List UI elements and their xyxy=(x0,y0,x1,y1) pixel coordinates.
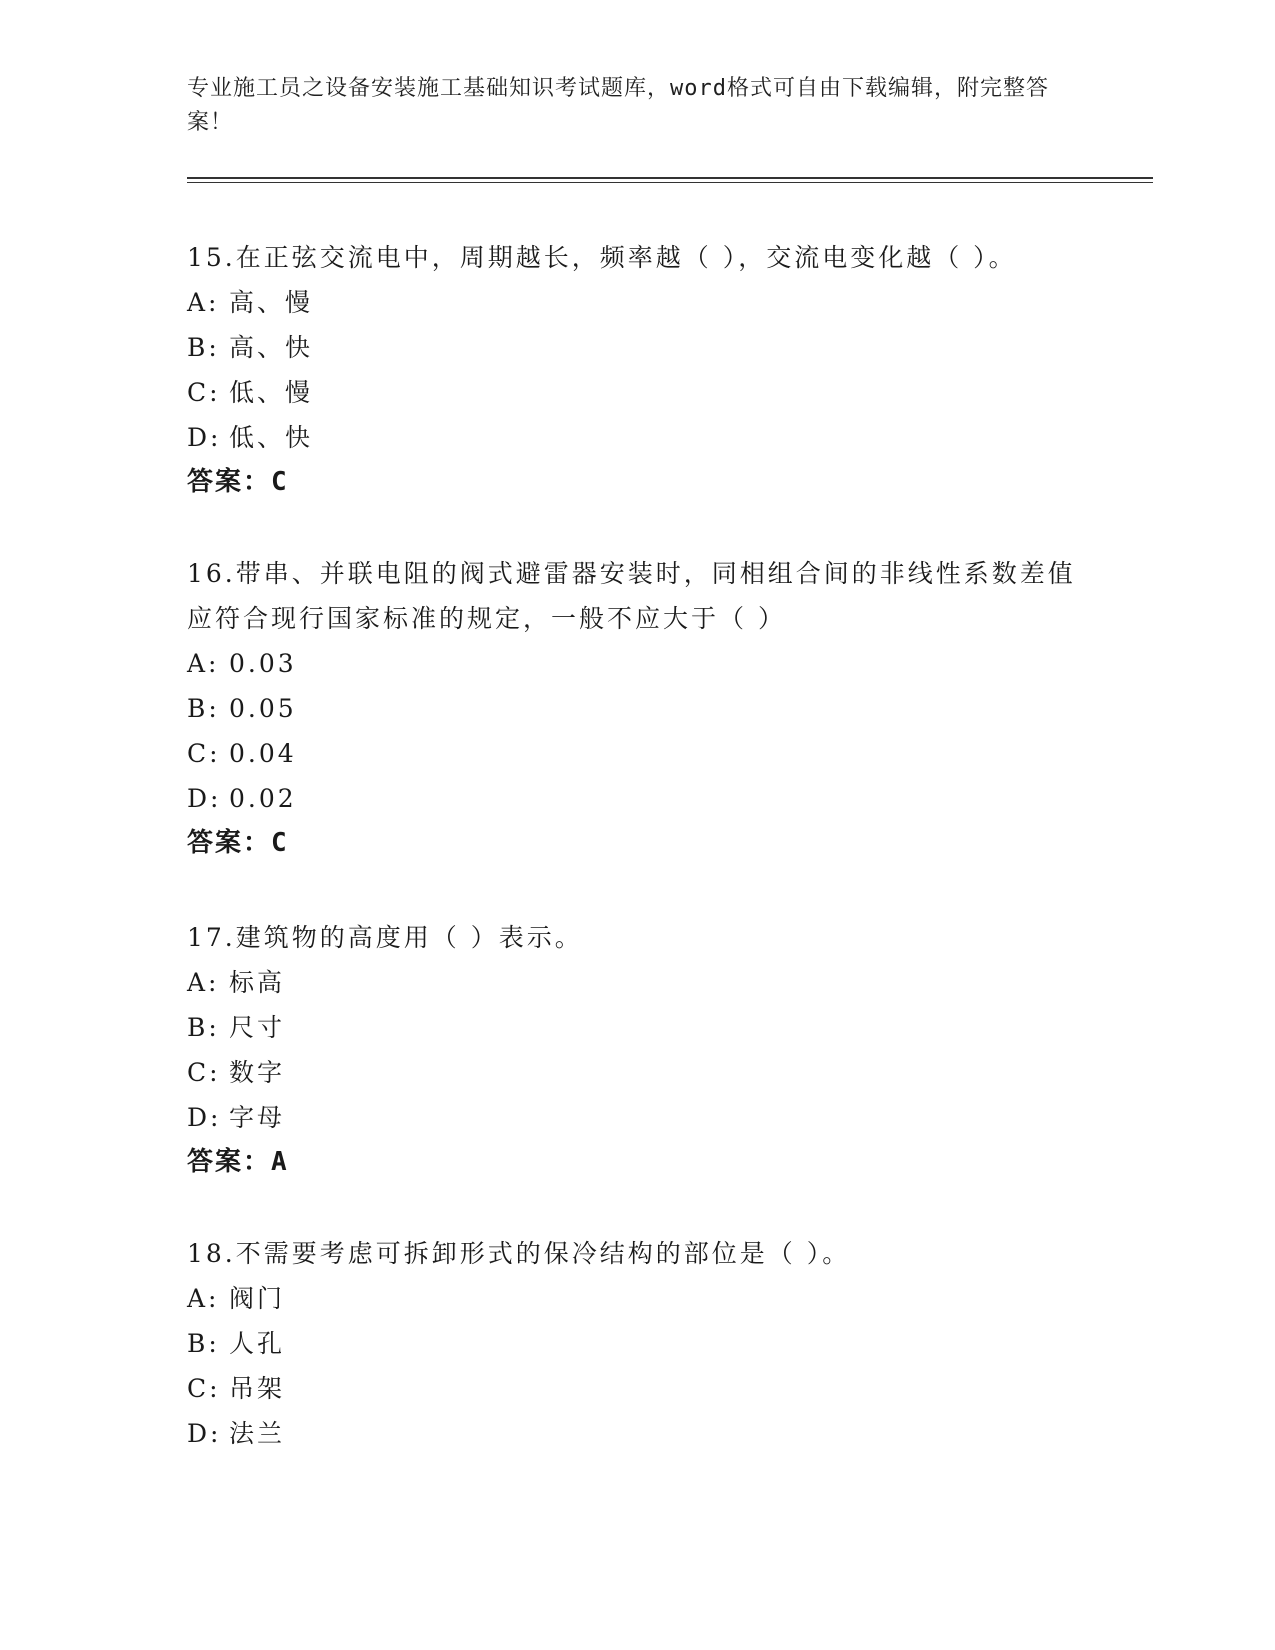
option-letter: D: xyxy=(187,423,222,452)
option-list xyxy=(187,960,1087,1140)
option-text: 0.05 xyxy=(229,694,297,723)
option-letter: C: xyxy=(187,1374,221,1403)
option-d xyxy=(187,415,1087,460)
answer-line xyxy=(187,460,1087,505)
answer-value: C xyxy=(271,467,289,497)
option-d xyxy=(187,1095,1087,1140)
option-text: 0.04 xyxy=(229,739,297,768)
question-stem: 17.建筑物的高度用（ ）表示。 xyxy=(187,923,583,952)
option-text: 人孔 xyxy=(229,1329,286,1358)
answer-value: A xyxy=(271,1147,289,1177)
answer-value: C xyxy=(271,828,289,858)
option-letter: A: xyxy=(187,288,220,317)
answer-label: 答案： xyxy=(187,467,272,497)
option-b xyxy=(187,686,1087,731)
option-a xyxy=(187,960,1087,1005)
question-stem: 15.在正弦交流电中，周期越长，频率越（ ），交流电变化越（ ）。 xyxy=(187,243,1017,272)
answer-label: 答案： xyxy=(187,1147,272,1177)
option-text: 0.02 xyxy=(229,784,297,813)
header-divider-bottom xyxy=(187,182,1153,183)
option-text: 阀门 xyxy=(229,1284,286,1313)
option-letter: B: xyxy=(187,333,220,362)
question-stem: 16.带串、并联电阻的阀式避雷器安装时，同相组合间的非线性系数差值应符合现行国家标准的规定，一般不应大于（ ） xyxy=(187,559,1076,633)
header-title: 专业施工员之设备安装施工基础知识考试题库，word格式可自由下载编辑，附完整答案！ xyxy=(187,76,1049,135)
option-text: 低、快 xyxy=(229,423,314,452)
option-letter: C: xyxy=(187,1058,221,1087)
question-17 xyxy=(187,915,1087,1185)
option-letter: B: xyxy=(187,1013,220,1042)
option-b xyxy=(187,1321,1087,1366)
option-letter: A: xyxy=(187,649,220,678)
option-letter: A: xyxy=(187,1284,220,1313)
option-text: 高、快 xyxy=(229,333,314,362)
option-c xyxy=(187,1366,1087,1411)
option-text: 标高 xyxy=(229,968,286,997)
option-text: 高、慢 xyxy=(229,288,314,317)
option-letter: D: xyxy=(187,1419,222,1448)
option-letter: B: xyxy=(187,694,220,723)
answer-label: 答案： xyxy=(187,828,272,858)
option-b xyxy=(187,1005,1087,1050)
option-text: 法兰 xyxy=(229,1419,286,1448)
option-d xyxy=(187,1411,1087,1456)
document-header xyxy=(187,72,1067,140)
option-list xyxy=(187,1276,1087,1456)
option-a xyxy=(187,1276,1087,1321)
question-stem: 18.不需要考虑可拆卸形式的保冷结构的部位是（ ）。 xyxy=(187,1239,851,1268)
option-letter: A: xyxy=(187,968,220,997)
option-c xyxy=(187,370,1087,415)
option-list xyxy=(187,641,1087,821)
question-15 xyxy=(187,235,1087,505)
option-text: 字母 xyxy=(229,1103,286,1132)
option-a xyxy=(187,641,1087,686)
question-16 xyxy=(187,551,1087,866)
option-text: 0.03 xyxy=(229,649,297,678)
option-text: 低、慢 xyxy=(229,378,314,407)
option-letter: D: xyxy=(187,784,222,813)
option-letter: D: xyxy=(187,1103,222,1132)
header-divider-top xyxy=(187,177,1153,179)
option-a xyxy=(187,280,1087,325)
option-list xyxy=(187,280,1087,460)
option-text: 吊架 xyxy=(229,1374,286,1403)
option-letter: C: xyxy=(187,378,221,407)
option-d xyxy=(187,776,1087,821)
option-text: 数字 xyxy=(229,1058,286,1087)
answer-line xyxy=(187,1140,1087,1185)
question-18 xyxy=(187,1231,1087,1456)
answer-line xyxy=(187,821,1087,866)
option-text: 尺寸 xyxy=(229,1013,286,1042)
option-letter: C: xyxy=(187,739,221,768)
option-b xyxy=(187,325,1087,370)
option-letter: B: xyxy=(187,1329,220,1358)
option-c xyxy=(187,731,1087,776)
option-c xyxy=(187,1050,1087,1095)
